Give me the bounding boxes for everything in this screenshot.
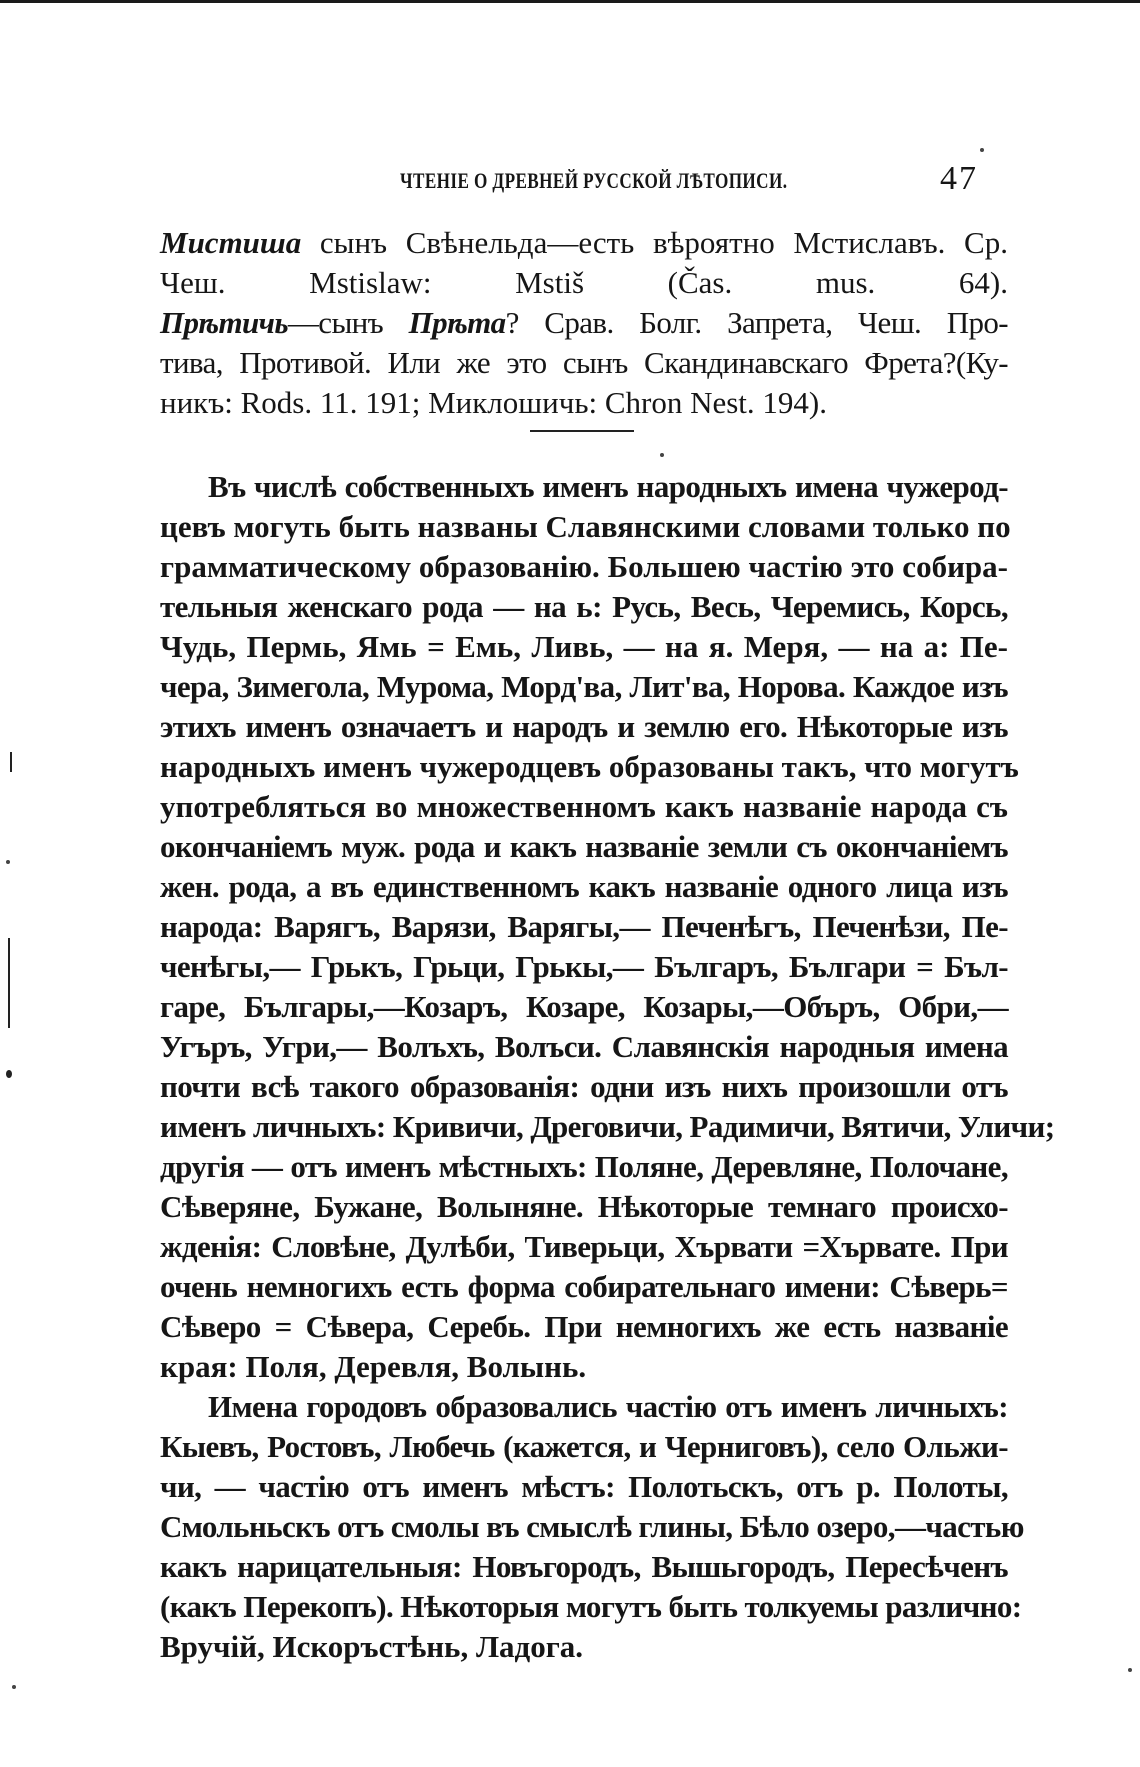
body-line: Смольньскъ отъ смолы въ смыслѣ глины, Бѣло озеро,—частью: [160, 1509, 1024, 1544]
body-line: цевъ могуть быть названы Славянскими словами только по: [160, 509, 1011, 544]
scan-edge-mark: [8, 938, 10, 1028]
body-line: народныхъ именъ чужеродцевъ образованы такъ, что могутъ: [160, 749, 1019, 784]
running-title: ЧТЕНІЕ О ДРЕВНЕЙ РУССКОЙ ЛѢТОПИСИ.: [400, 168, 788, 193]
notes-text: ? Срав. Болг. Запрета, Чеш. Про-: [505, 305, 1009, 340]
top-border-rule: [0, 0, 1140, 3]
scan-edge-mark: [6, 1070, 12, 1078]
scan-speck: [1128, 1668, 1132, 1672]
body-line: Сѣверо = Сѣвера, Серебь. При немногихъ же есть названіе: [160, 1309, 1008, 1344]
body-line: очень немногихъ есть форма собирательнаго имени: Сѣверь=: [160, 1269, 1008, 1304]
body-line: Вручій, Искоръстѣнь, Ладога.: [160, 1629, 584, 1664]
section-divider: [530, 430, 634, 432]
body-line: Въ числѣ собственныхъ именъ народныхъ имена чужерод-: [208, 469, 1008, 504]
body-line: другія — отъ именъ мѣстныхъ: Поляне, Деревляне, Полочане,: [160, 1149, 1008, 1184]
page-number: 47: [940, 160, 978, 197]
notes-text: тива, Противой. Или же это сынъ Скандинавскаго Фрета?(Ку-: [160, 345, 1008, 380]
italic-name: Прѣта: [408, 305, 506, 340]
notes-line: [160, 263, 1008, 303]
body-line: жен. рода, а въ единственномъ какъ названіе одного лица изъ: [160, 869, 1008, 904]
body-line: чи, — частію отъ именъ мѣстъ: Полотьскъ, отъ р. Полоты,: [160, 1469, 1008, 1504]
body-line: какъ нарицательныя: Новъгородъ, Вышьгородъ, Пересѣченъ: [160, 1549, 1008, 1584]
body-line: употребляться во множественномъ какъ названіе народа съ: [160, 789, 1008, 824]
body-line: Имена городовъ образовались частію отъ именъ личныхъ:: [208, 1389, 1008, 1424]
italic-name: Прѣтичь: [160, 305, 288, 340]
body-line: окончаніемъ муж. рода и какъ названіе земли съ окончаніемъ: [160, 829, 1008, 864]
body-line: народа: Варягъ, Варязи, Варягы,— Печенѣгъ, Печенѣзи, Пе-: [160, 909, 1008, 944]
body-line: чера, Зимегола, Мурома, Морд'ва, Лит'ва, Норова. Каждое изъ: [160, 669, 1008, 704]
notes-text: никъ: Rods. 11. 191; Миклошичь: Chron Nest. 194).: [160, 385, 827, 420]
body-line: этихъ именъ означаетъ и народъ и землю его. Нѣкоторые изъ: [160, 709, 1008, 744]
body-line: почти всѣ такого образованія: одни изъ нихъ произошли отъ: [160, 1069, 1008, 1104]
notes-line: [160, 223, 1008, 263]
notes-text: —сынъ: [287, 305, 409, 340]
body-line: гаре, Българы,—Козаръ, Козаре, Козары,—Объръ, Обри,—: [160, 989, 1008, 1024]
notes-line: [160, 343, 1008, 383]
notes-text: сынъ Свѣнельда—есть вѣроятно Мстиславъ. Ср.: [301, 225, 1008, 260]
body-line: жденія: Словѣне, Дулѣби, Тиверьци, Хървати =Хървате. При: [160, 1229, 1008, 1264]
body-line: тельныя женскаго рода — на ь: Русь, Весь, Черемись, Корсь,: [160, 589, 1008, 624]
body-line: Угъръ, Угри,— Волъхъ, Волъси. Славянскія народныя имена: [160, 1029, 1008, 1064]
notes-line: [160, 303, 1008, 343]
body-text: [160, 467, 1055, 1667]
scan-speck: [6, 860, 10, 864]
body-line: Кыевъ, Ростовъ, Любечь (кажется, и Черниговъ), село Ольжи-: [160, 1429, 1008, 1464]
notes-line: [160, 383, 1008, 423]
body-line: (какъ Перекопъ). Нѣкоторыя могутъ быть толкуемы различно:: [160, 1589, 1022, 1624]
scan-speck: [980, 148, 984, 152]
body-line: Чудь, Пермь, Ямь = Емь, Ливь, — на я. Меря, — на а: Пе-: [160, 629, 1008, 664]
body-line: края: Поля, Деревля, Волынь.: [160, 1349, 587, 1384]
body-line: ченѣгы,— Грькъ, Грьци, Грькы,— Българъ, Българи = Бъл-: [160, 949, 1008, 984]
scan-speck: [660, 453, 664, 457]
scan-speck: [12, 1685, 16, 1689]
body-line: Сѣверяне, Бужане, Волыняне. Нѣкоторые темнаго происхо-: [160, 1189, 1008, 1224]
scan-edge-mark: [10, 752, 12, 772]
italic-name: Мистиша: [160, 225, 302, 260]
running-header: [0, 160, 1140, 200]
body-line: именъ личныхъ: Кривичи, Дреговичи, Радимичи, Вятичи, Уличи;: [160, 1109, 1055, 1144]
notes-text: Чеш. Mstislaw: Mstiš (Čas. mus. 64).: [160, 265, 1008, 300]
body-line: грамматическому образованію. Большею частію это собира-: [160, 549, 1008, 584]
notes-section: [160, 223, 1008, 423]
